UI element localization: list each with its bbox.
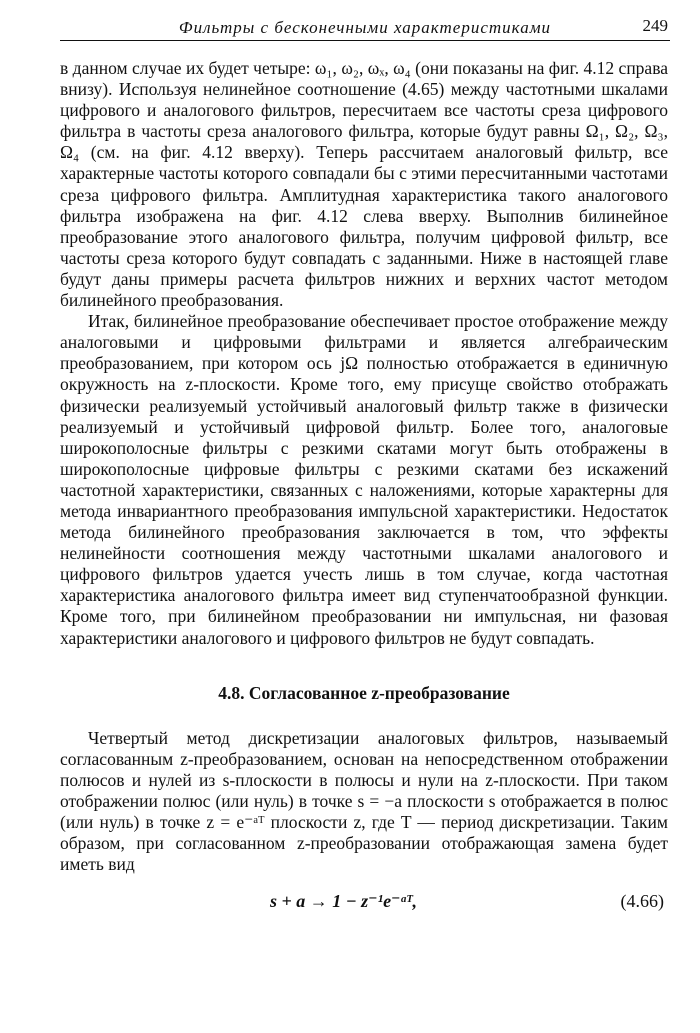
equation-expression: s + a → 1 − z⁻¹e⁻ᵃᵀ, bbox=[270, 891, 417, 912]
page-body bbox=[60, 58, 668, 915]
paragraph-continued: в данном случае их будет четыре: ω₁, ω₂, ωₓ, ω₄ (они показаны на фиг. 4.12 справа внизу). Используя нелинейное соотношение (4.65) между частотными шкалами цифрового и аналогового фильтров, пересчитаем все частоты среза цифрового фильтра в частоты среза аналогового фильтра, которые будут равны Ω₁, Ω₂, Ω₃, Ω₄ (см. на фиг. 4.12 вверху). Теперь рассчитаем аналоговый фильтр, все характерные частоты которого совпадали бы с этими пересчитанными частотами среза цифрового фильтра. Амплитудная характеристика такого аналогового фильтра изображена на фиг. 4.12 слева вверху. Выполнив билинейное преобразование этого аналогового фильтра, получим цифровой фильтр, все частоты среза которого будут совпадать с заданными. Ниже в настоящей главе будут даны примеры расчета фильтров нижних и верхних частот методом билинейного преобразования. bbox=[60, 58, 668, 311]
running-head-title: Фильтры с бесконечными характеристиками bbox=[178, 18, 552, 37]
paragraph-bilinear-summary: Итак, билинейное преобразование обеспечивает простое отображение между аналоговыми и цифровыми фильтрами и является алгебраическим преобразованием, при котором ось jΩ полностью отображается в единичную окружность на z-плоскости. Кроме того, ему присуще свойство отображать физически реализуемый устойчивый аналоговый фильтр также в физически реализуемый и устойчивый цифровой фильтр. Более того, аналоговые широкополосные фильтры с резкими скатами могут быть отображены в широкополосные цифровые фильтры с резкими скатами без искажений частотной характеристики, связанных с наложениями, которые характерны для метода инвариантного преобразования импульсной характеристики. Недостаток метода билинейного преобразования заключается в том, что эффекты нелинейности соотношения между частотными шкалами аналогового и цифрового фильтров удается учесть лишь в том случае, когда частотная характеристика аналогового фильтра имеет вид ступенчатообразной функции. Кроме того, при билинейном преобразовании ни импульсная, ни фазовая характеристики аналогового и цифрового фильтров не будут совпадать. bbox=[60, 311, 668, 648]
section-heading: 4.8. Согласованное z-преобразование bbox=[218, 682, 510, 703]
page-number: 249 bbox=[642, 16, 668, 35]
running-head bbox=[60, 12, 670, 41]
equation-number: (4.66) bbox=[620, 891, 664, 912]
paragraph-matched-z: Четвертый метод дискретизации аналоговых фильтров, называемый согласованным z-преобразованием, основан на непосредственном отображении полюсов и нулей из s-плоскости в полюсы и нули на z-плоскости. При таком отображении полюс (или нуль) в точке s = −a плоскости s отображается в полюс (или нуль) в точке z = e⁻ᵃᵀ плоскости z, где T — период дискретизации. Таким образом, при согласованном z-преобразовании отображающая замена будет иметь вид bbox=[60, 727, 668, 875]
equation-4-66 bbox=[60, 891, 668, 915]
